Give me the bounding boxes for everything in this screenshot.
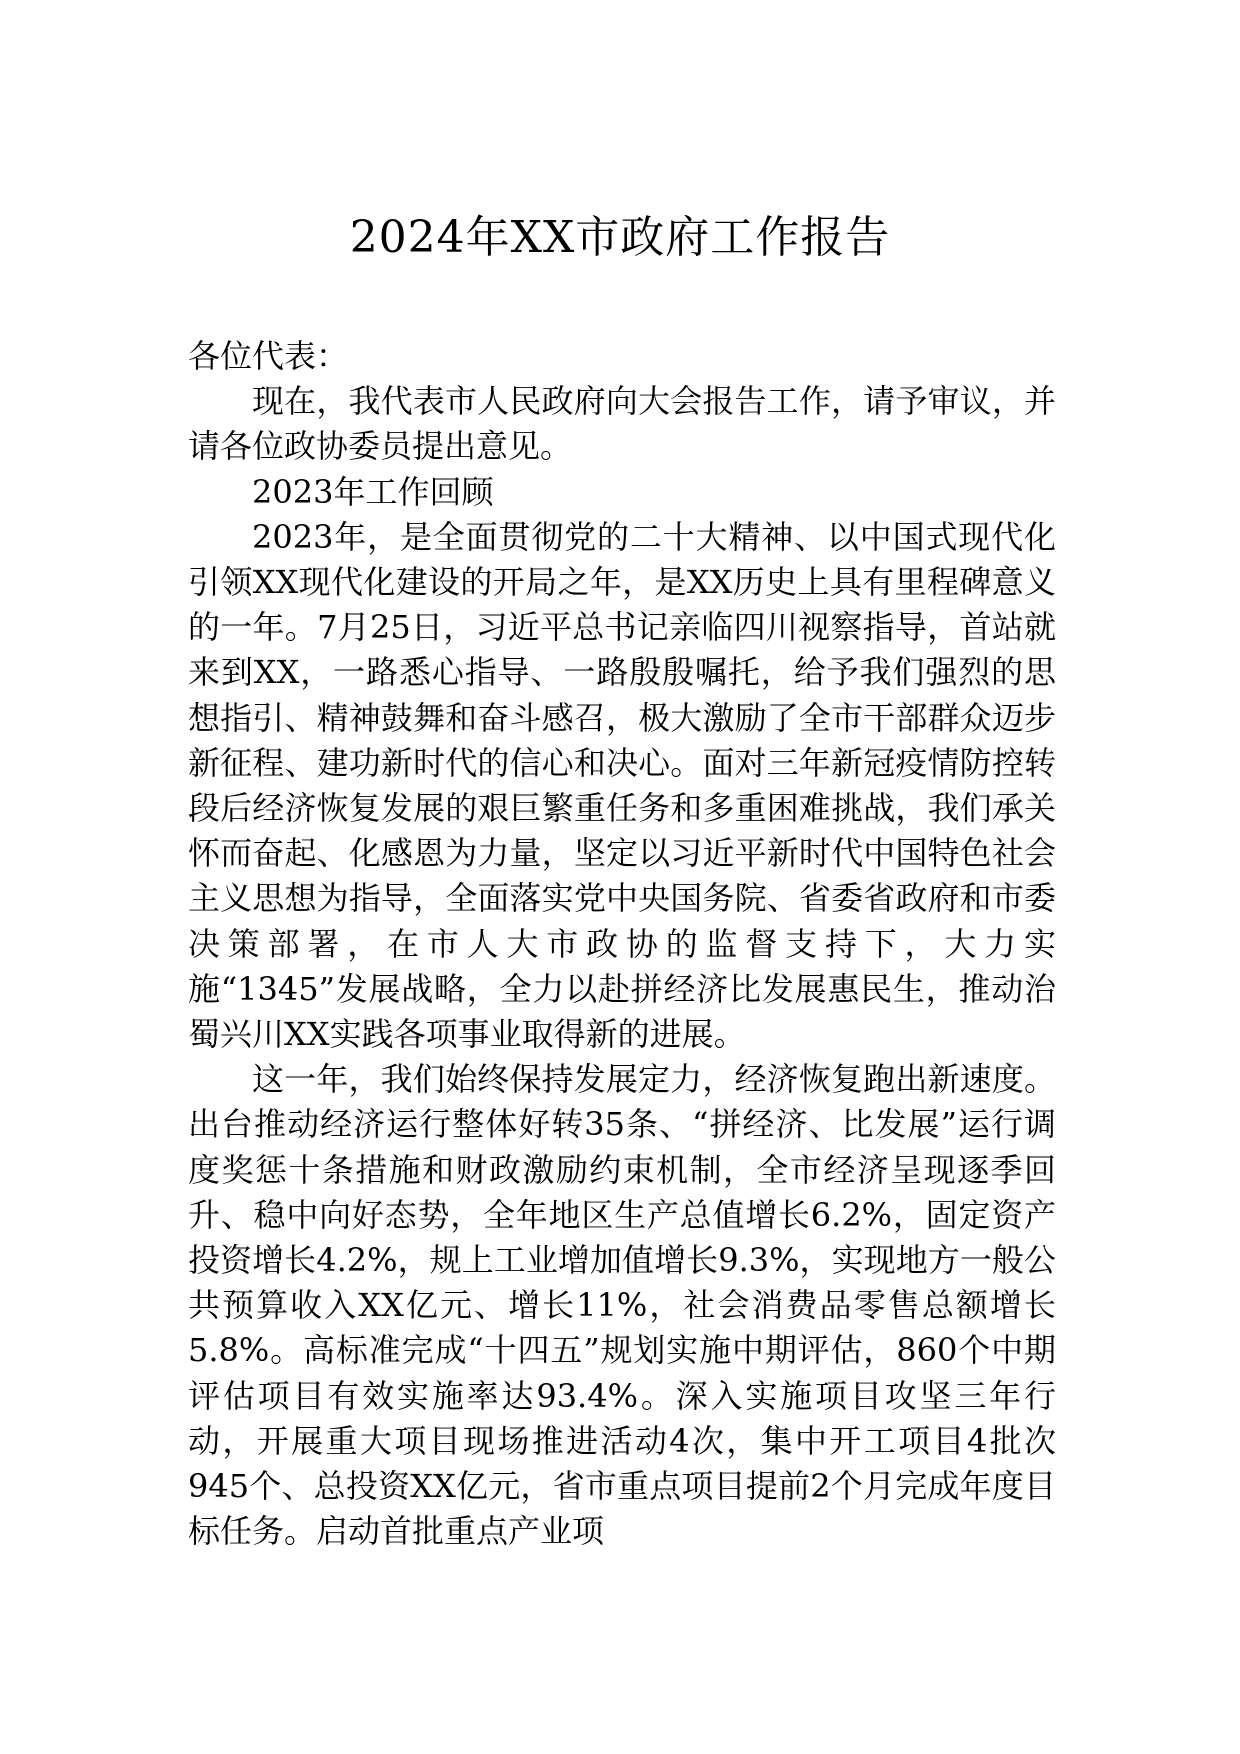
paragraph-overview: 2023年，是全面贯彻党的二十大精神、以中国式现代化引领XX现代化建设的开局之年，是XX历史上具有里程碑意义的一年。7月25日，习近平总书记亲临四川视察指导，首站就来到XX，一路悉心指导、一路殷殷嘱托，给予我们强烈的思想指引、精神鼓舞和奋斗感召，极大激励了全市干部群众迈步新征程、建功新时代的信心和决心。面对三年新冠疫情防控转段后经济恢复发展的艰巨繁重任务和多重困难挑战，我们承关怀而奋起、化感恩为力量，坚定以习近平新时代中国特色社会主义思想为指导，全面落实党中央国务院、省委省政府和市委决策部署，在市人大市政协的监督支持下，大力实施“1345”发展战略，全力以赴拼经济比发展惠民生，推动治蜀兴川XX实践各项事业取得新的进展。 bbox=[188, 517, 1056, 1054]
paragraph-opening: 现在，我代表市人民政府向大会报告工作，请予审议，并请各位政协委员提出意见。 bbox=[188, 382, 1056, 466]
document-body bbox=[188, 334, 1056, 1554]
document-title: 2024年XX市政府工作报告 bbox=[349, 212, 891, 263]
section-heading-review: 2023年工作回顾 bbox=[252, 472, 494, 511]
salutation: 各位代表： bbox=[188, 337, 349, 375]
paragraph-economy: 这一年，我们始终保持发展定力，经济恢复跑出新速度。出台推动经济运行整体好转35条、“拼经济、比发展”运行调度奖惩十条措施和财政激励约束机制，全市经济呈现逐季回升、稳中向好态势，全年地区生产总值增长6.2%，固定资产投资增长4.2%，规上工业增加值增长9.3%，实现地方一般公共预算收入XX亿元、增长11%，社会消费品零售总额增长5.8%。高标准完成“十四五”规划实施中期评估，860个中期评估项目有效实施率达93.4%。深入实施项目攻坚三年行动，开展重大项目现场推进活动4次，集中开工项目4批次945个、总投资XX亿元，省市重点项目提前2个月完成年度目标任务。启动首批重点产业项 bbox=[188, 1060, 1056, 1551]
